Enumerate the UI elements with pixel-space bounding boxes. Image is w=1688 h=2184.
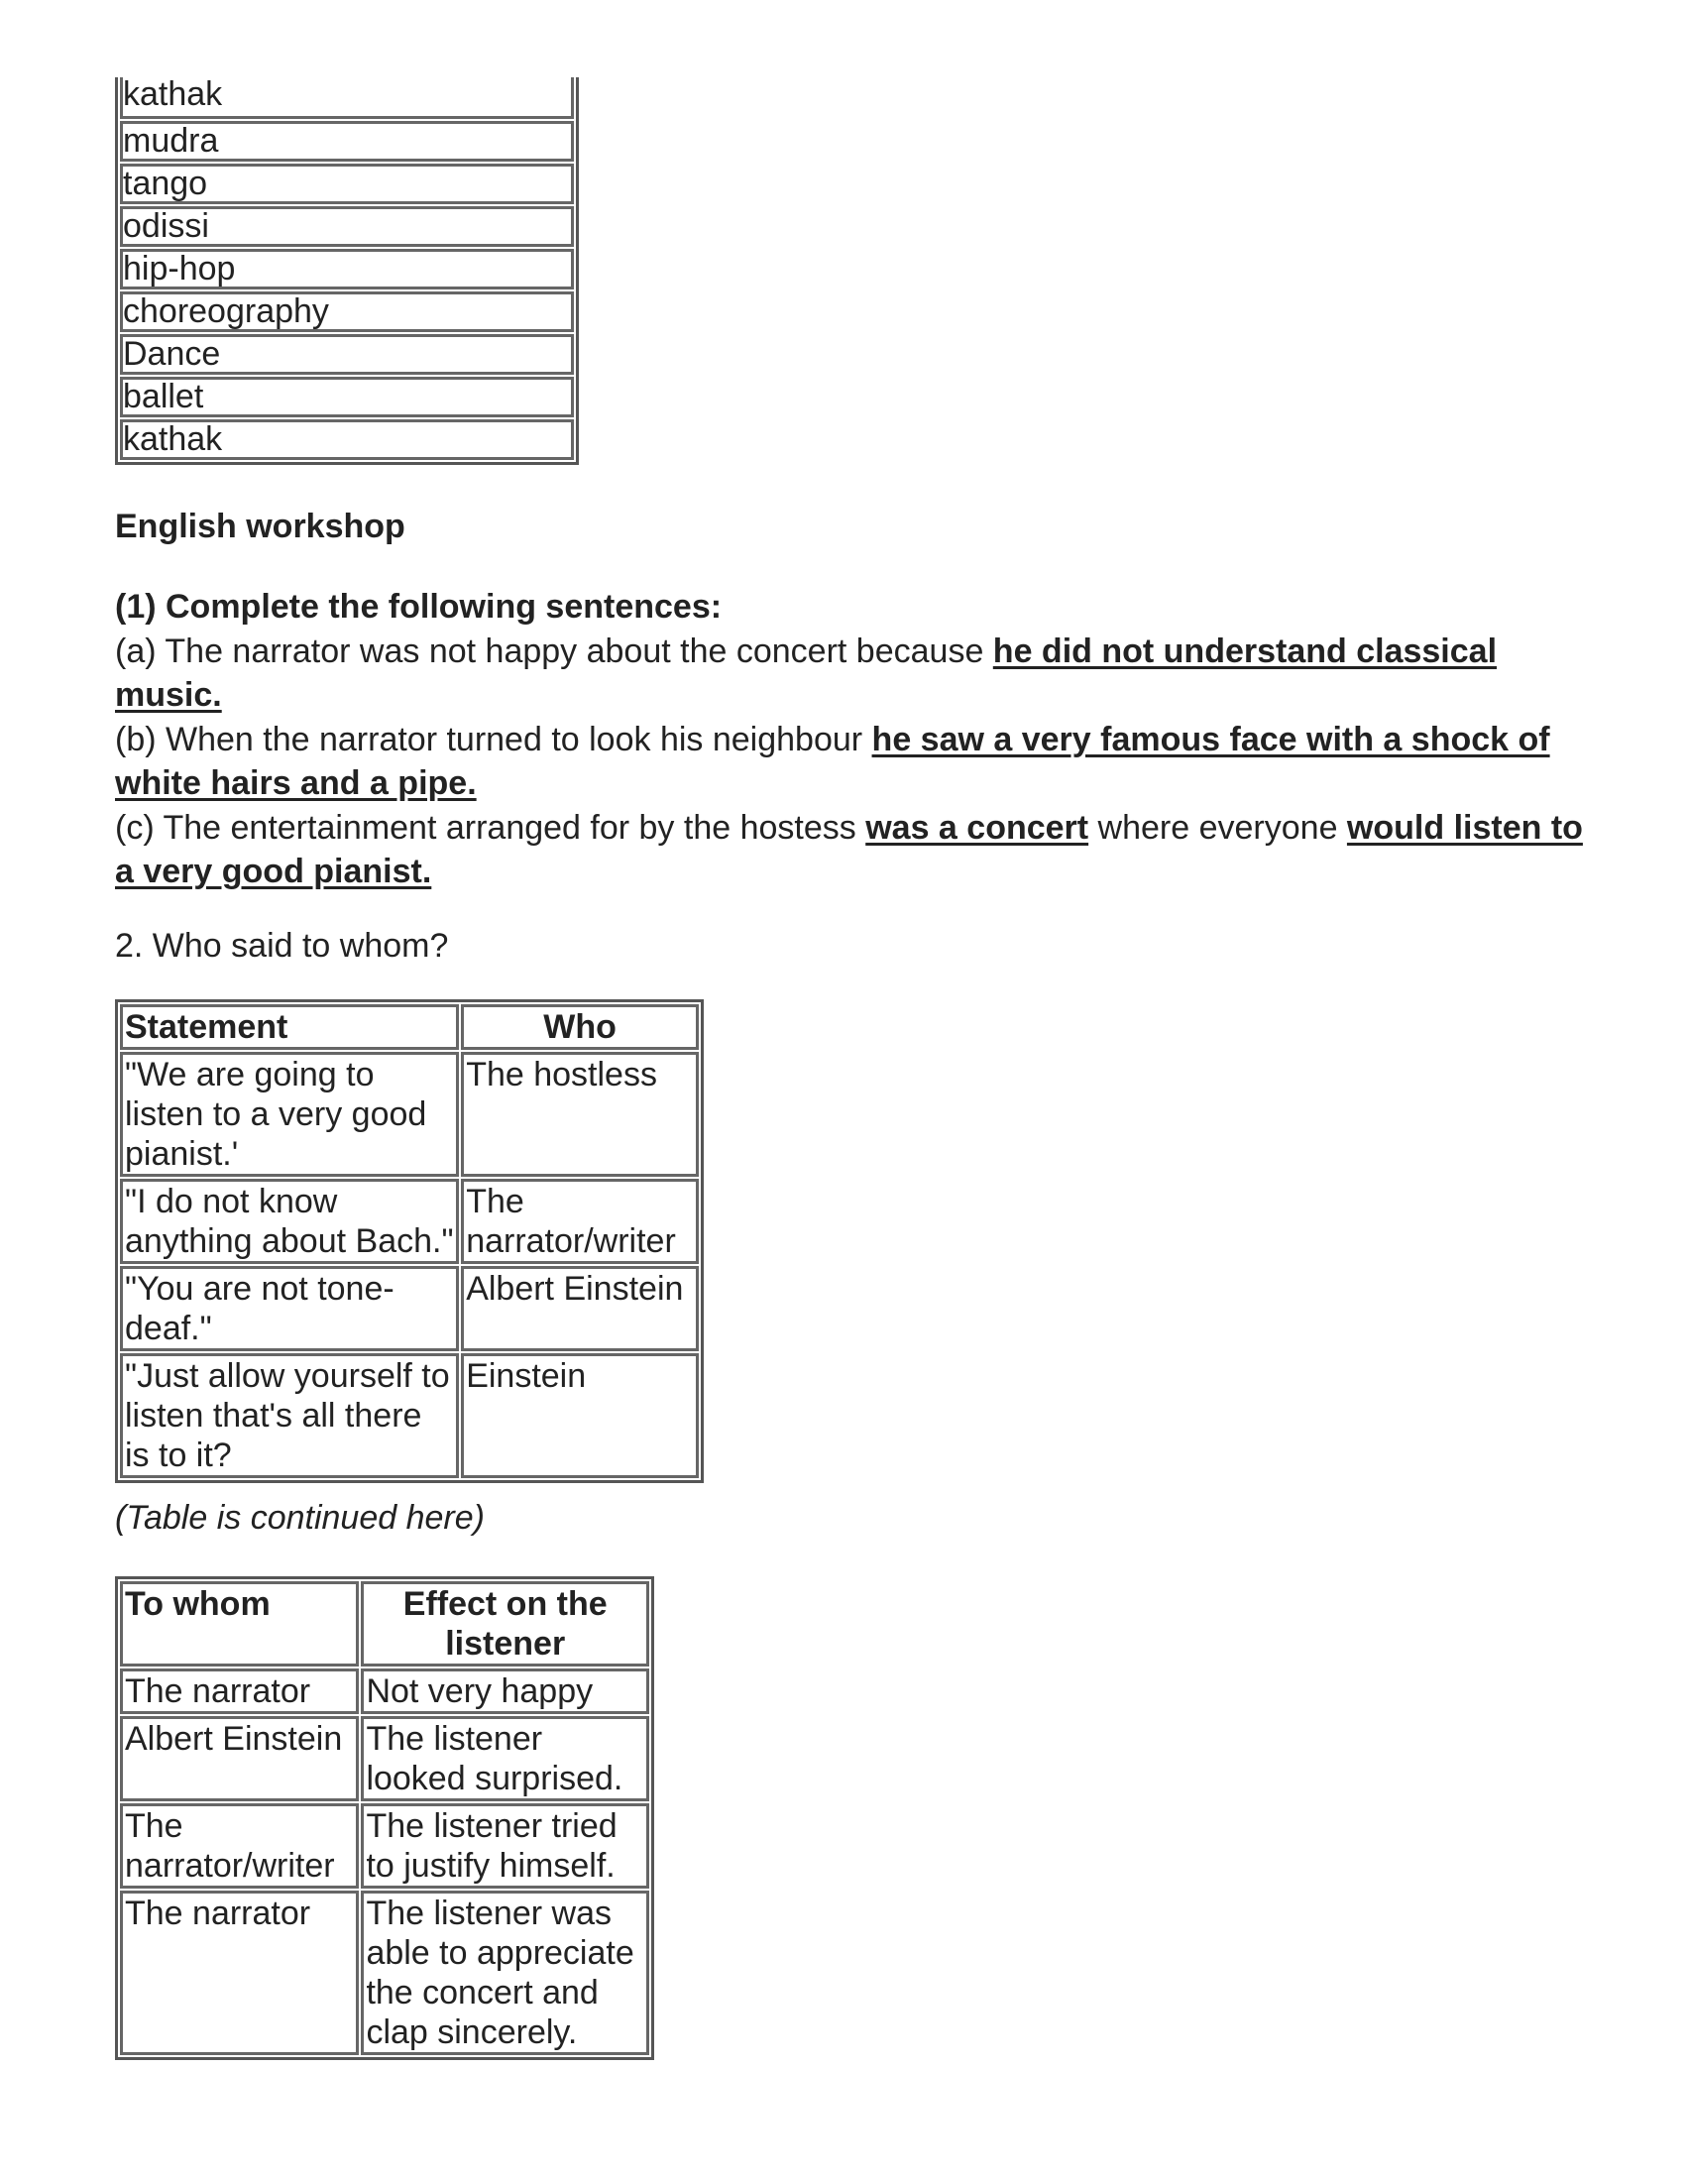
table-row: [120, 1353, 699, 1478]
who-cell: Albert Einstein: [461, 1266, 699, 1351]
statement-cell: "Just allow yourself to listen that's all there is to it?: [120, 1353, 459, 1478]
effect-cell: The listener was able to appreciate the concert and clap sincerely.: [361, 1891, 649, 2055]
table-row: [120, 1803, 649, 1889]
q1b-prefix: (b) When the narrator turned to look his neighbour: [115, 720, 872, 758]
to-whom-cell: The narrator: [120, 1891, 359, 2055]
word-list-item: hip-hop: [120, 249, 574, 289]
q1c-prefix: (c) The entertainment arranged for by the hostess: [115, 808, 866, 847]
statement-cell: "You are not tone-deaf.": [120, 1266, 459, 1351]
to-whom-cell: The narrator/writer: [120, 1803, 359, 1889]
effect-cell: Not very happy: [361, 1668, 649, 1714]
q1b-answer: he saw a very famous face with a shock of white hairs and a pipe.: [115, 720, 1550, 802]
table-header-row: [120, 1581, 649, 1667]
statement-cell: "We are going to listen to a very good pianist.': [120, 1052, 459, 1177]
word-list-table: [115, 77, 579, 465]
to-whom-cell: The narrator: [120, 1668, 359, 1714]
word-list-item: mudra: [120, 121, 574, 162]
q1a-prefix: (a) The narrator was not happy about the concert because: [115, 632, 993, 670]
word-list-item: tango: [120, 164, 574, 204]
who-cell: The narrator/writer: [461, 1179, 699, 1264]
table-row: [120, 1266, 699, 1351]
question-1b: [115, 718, 1592, 806]
table-header-row: [120, 1004, 699, 1050]
question-1c: [115, 806, 1592, 894]
word-list-item: odissi: [120, 206, 574, 247]
column-header: Statement: [120, 1004, 459, 1050]
question-1: [115, 585, 1592, 894]
column-header: To whom: [120, 1581, 359, 1667]
word-list-item: ballet: [120, 377, 574, 417]
column-header: Who: [461, 1004, 699, 1050]
table-row: [120, 1179, 699, 1264]
q1a-answer: he did not understand classical music.: [115, 632, 1498, 714]
q1c-answer-1: was a concert: [865, 808, 1089, 847]
effect-cell: The listener tried to justify himself.: [361, 1803, 649, 1889]
to-whom-table: [115, 1576, 654, 2060]
table-row: [120, 1668, 649, 1714]
q1c-middle: where everyone: [1088, 808, 1347, 847]
statement-cell: "I do not know anything about Bach.": [120, 1179, 459, 1264]
table-row: [120, 1716, 649, 1801]
section-title: English workshop: [115, 508, 405, 545]
who-cell: Einstein: [461, 1353, 699, 1478]
to-whom-cell: Albert Einstein: [120, 1716, 359, 1801]
table-row: [120, 1891, 649, 2055]
column-header: Effect on the listener: [361, 1581, 649, 1667]
who-said-table: [115, 999, 704, 1483]
word-list-item: kathak: [120, 77, 574, 119]
word-list-item: choreography: [120, 291, 574, 332]
word-list-item: Dance: [120, 334, 574, 375]
table-continued-note: (Table is continued here): [115, 1499, 485, 1537]
word-list-item: kathak: [120, 419, 574, 460]
question-2-title: 2. Who said to whom?: [115, 927, 449, 965]
question-1a: [115, 630, 1592, 718]
q1c-answer-2: would listen to a very good pianist.: [115, 808, 1583, 890]
table-row: [120, 1052, 699, 1177]
who-cell: The hostless: [461, 1052, 699, 1177]
effect-cell: The listener looked surprised.: [361, 1716, 649, 1801]
question-1-title: (1) Complete the following sentences:: [115, 588, 723, 626]
